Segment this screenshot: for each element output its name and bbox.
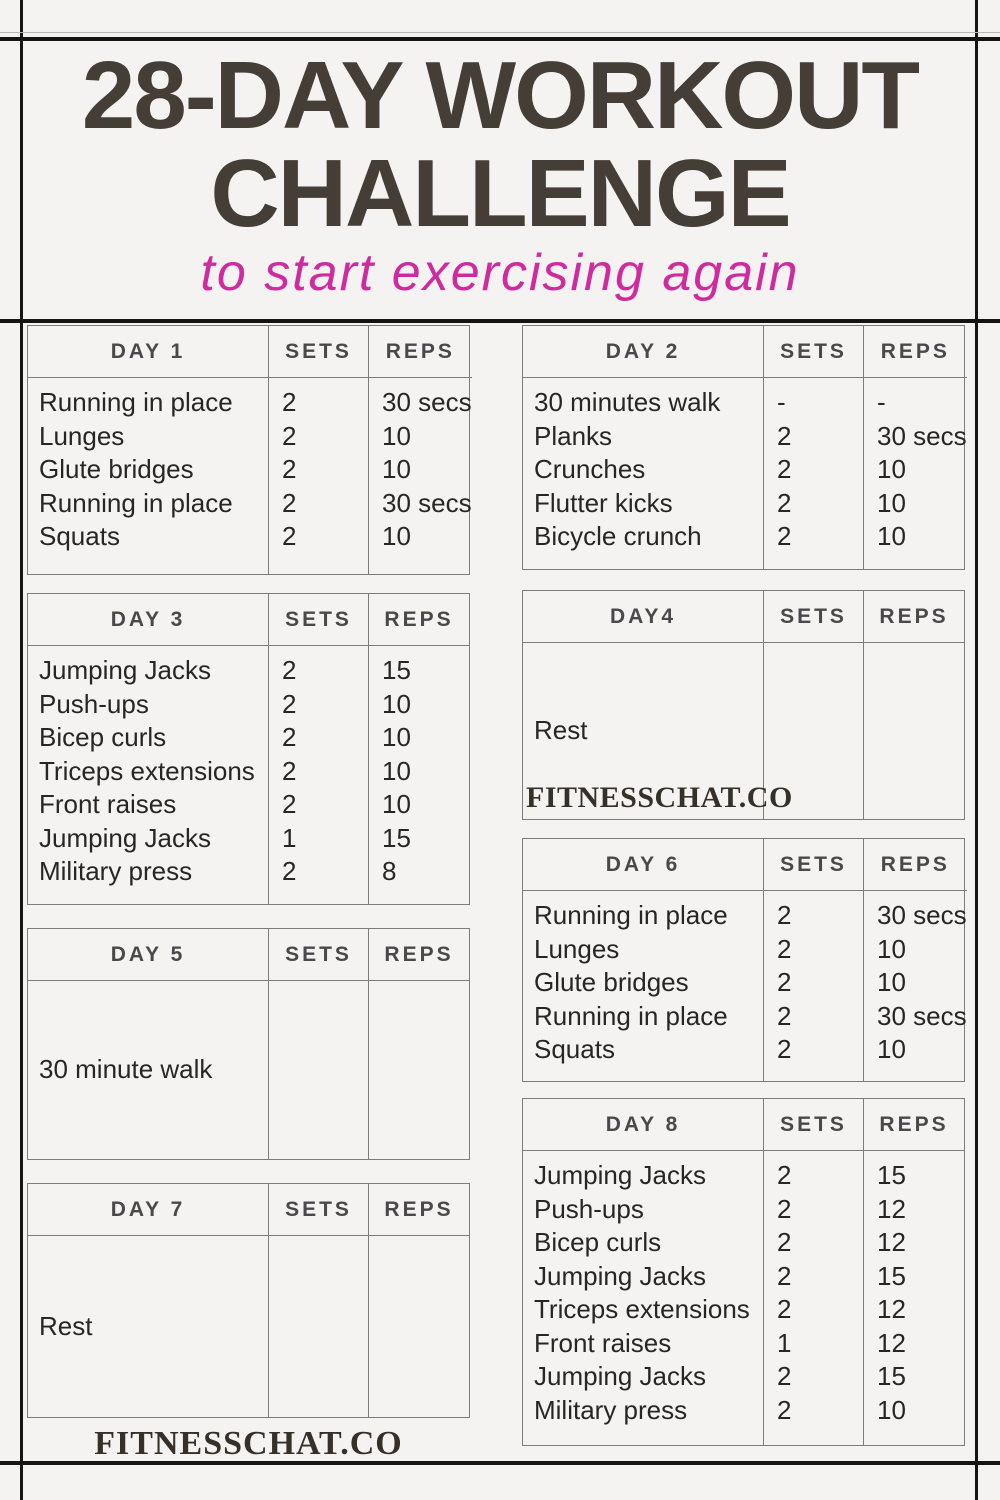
exercise-name: Triceps extensions — [534, 1294, 750, 1324]
day-2-table — [522, 325, 965, 570]
sets-value: 2 — [777, 900, 792, 930]
exercise-name: Jumping Jacks — [39, 822, 211, 853]
sets-value: 2 — [777, 521, 792, 551]
sets-column — [268, 646, 368, 904]
sets-column-header: SETS — [268, 1184, 368, 1236]
exercise-column — [28, 646, 268, 904]
reps-column — [368, 378, 472, 574]
page-title — [0, 42, 1000, 247]
reps-column-header: REPS — [368, 594, 469, 646]
sets-column-header: SETS — [763, 591, 863, 643]
exercise-name: Jumping Jacks — [534, 1260, 706, 1291]
reps-value: 12 — [877, 1327, 906, 1358]
sets-value: 2 — [777, 454, 792, 484]
reps-value: 10 — [877, 933, 906, 964]
day-4-table — [522, 590, 965, 820]
reps-value: 15 — [382, 655, 411, 685]
reps-value: 10 — [877, 487, 906, 518]
reps-value: 10 — [877, 1394, 906, 1425]
sets-value: 2 — [777, 967, 792, 997]
day-title: DAY 5 — [28, 929, 268, 981]
day-title: DAY 3 — [28, 594, 268, 646]
exercise-name: Push-ups — [534, 1193, 644, 1224]
exercise-column — [523, 1151, 763, 1445]
reps-value: 10 — [382, 722, 411, 752]
sets-value: 2 — [777, 420, 792, 451]
sets-value: 2 — [282, 420, 297, 451]
reps-value: 10 — [382, 789, 411, 819]
day-title: DAY 1 — [28, 326, 268, 378]
reps-value: 30 secs — [382, 487, 472, 518]
sets-column — [763, 378, 863, 569]
reps-value: 10 — [877, 967, 906, 997]
sets-value: 2 — [282, 722, 297, 752]
exercise-column — [28, 378, 268, 574]
sets-column-header: SETS — [268, 594, 368, 646]
exercise-name: Rest — [39, 1310, 93, 1341]
exercise-name: 30 minute walk — [39, 1054, 213, 1085]
sets-value: 2 — [777, 1034, 792, 1064]
day-7-table — [27, 1183, 470, 1418]
reps-value: 10 — [877, 454, 906, 484]
sets-column — [268, 981, 368, 1159]
reps-column — [863, 1151, 964, 1445]
sets-value: 2 — [282, 856, 297, 886]
sets-value: 1 — [282, 822, 297, 853]
title-line-1: 28-DAY WORKOUT — [81, 42, 919, 149]
sets-value: 2 — [777, 1361, 792, 1391]
sets-column — [763, 891, 863, 1081]
page-subtitle: to start exercising again — [200, 244, 800, 302]
sets-value: 2 — [282, 655, 297, 685]
exercise-name: Bicycle crunch — [534, 521, 702, 551]
reps-value: 8 — [382, 856, 397, 886]
frame-horizontal-middle — [0, 319, 1000, 323]
day-title: DAY 6 — [523, 839, 763, 891]
sets-value: 2 — [282, 454, 297, 484]
sets-column-header: SETS — [268, 326, 368, 378]
exercise-name: Flutter kicks — [534, 487, 673, 518]
reps-value: 15 — [877, 1361, 906, 1391]
exercise-name: Glute bridges — [534, 967, 689, 997]
sets-value: - — [777, 387, 786, 417]
frame-horizontal-top — [0, 37, 1000, 41]
reps-value: 30 secs — [382, 387, 472, 417]
exercise-name: Squats — [534, 1034, 615, 1064]
sets-value: 2 — [282, 755, 297, 786]
title-line-2: CHALLENGE — [210, 140, 790, 247]
reps-column — [368, 646, 469, 904]
reps-value: 10 — [382, 521, 411, 551]
sets-column-header: SETS — [763, 326, 863, 378]
sets-column — [268, 1236, 368, 1417]
day-title: DAY 8 — [523, 1099, 763, 1151]
sets-column-header: SETS — [268, 929, 368, 981]
exercise-name: Triceps extensions — [39, 755, 255, 786]
reps-column — [863, 891, 967, 1081]
exercise-name: Planks — [534, 420, 613, 451]
sets-value: 2 — [282, 688, 297, 719]
reps-column — [863, 378, 967, 569]
sets-value: 2 — [282, 521, 297, 551]
reps-column — [368, 1236, 469, 1417]
reps-value: 12 — [877, 1294, 906, 1324]
reps-value: 30 secs — [877, 420, 967, 451]
sets-value: 1 — [777, 1327, 792, 1358]
sets-value: 2 — [777, 933, 792, 964]
sets-value: 2 — [777, 1227, 792, 1257]
reps-column-header: REPS — [863, 591, 964, 643]
reps-value: 12 — [877, 1227, 906, 1257]
reps-column-header: REPS — [368, 326, 472, 378]
exercise-name: Crunches — [534, 454, 646, 484]
exercise-name: Jumping Jacks — [534, 1160, 706, 1190]
reps-value: 10 — [382, 755, 411, 786]
exercise-name: Military press — [534, 1394, 688, 1425]
day-title: DAY 7 — [28, 1184, 268, 1236]
exercise-name: Squats — [39, 521, 120, 551]
reps-value: 12 — [877, 1193, 906, 1224]
day-5-table — [27, 928, 470, 1160]
exercise-name: Glute bridges — [39, 454, 194, 484]
exercise-name: 30 minutes walk — [534, 387, 721, 417]
reps-column-header: REPS — [863, 839, 967, 891]
sets-value: 2 — [777, 1000, 792, 1031]
exercise-name: Running in place — [534, 1000, 728, 1031]
day-3-table — [27, 593, 470, 905]
sets-value: 2 — [777, 1260, 792, 1291]
exercise-name: Jumping Jacks — [39, 655, 211, 685]
exercise-name: Bicep curls — [534, 1227, 662, 1257]
exercise-name: Lunges — [39, 420, 125, 451]
exercise-column — [523, 891, 763, 1081]
fitnesschat-watermark: FITNESSCHAT.CO — [94, 1425, 403, 1462]
reps-value: 30 secs — [877, 1000, 967, 1031]
reps-column-header: REPS — [863, 1099, 964, 1151]
day-title: DAY4 — [523, 591, 763, 643]
sets-column-header: SETS — [763, 839, 863, 891]
exercise-name: Military press — [39, 856, 193, 886]
day-6-table — [522, 838, 965, 1082]
frame-hairline-top — [0, 32, 1000, 33]
exercise-column — [28, 981, 268, 1159]
reps-value: 10 — [382, 420, 411, 451]
day-1-table — [27, 325, 470, 575]
sets-value: 2 — [282, 789, 297, 819]
reps-value: 30 secs — [877, 900, 967, 930]
sets-value: 2 — [777, 1394, 792, 1425]
day-8-table — [522, 1098, 965, 1446]
exercise-name: Jumping Jacks — [534, 1361, 706, 1391]
reps-column-header: REPS — [368, 929, 469, 981]
sets-column — [268, 378, 368, 574]
reps-column — [368, 981, 469, 1159]
exercise-column — [523, 378, 763, 569]
reps-value: 10 — [877, 1034, 906, 1064]
exercise-name: Rest — [534, 715, 588, 746]
exercise-name: Bicep curls — [39, 722, 167, 752]
sets-value: 2 — [777, 1294, 792, 1324]
exercise-name: Front raises — [39, 789, 177, 819]
sets-value: 2 — [777, 487, 792, 518]
day-title: DAY 2 — [523, 326, 763, 378]
reps-value: - — [877, 387, 886, 417]
reps-value: 15 — [877, 1160, 906, 1190]
reps-value: 15 — [877, 1260, 906, 1291]
sets-column-header: SETS — [763, 1099, 863, 1151]
reps-value: 10 — [877, 521, 906, 551]
reps-value: 10 — [382, 454, 411, 484]
exercise-name: Running in place — [39, 387, 233, 417]
sets-value: 2 — [777, 1160, 792, 1190]
sets-value: 2 — [282, 487, 297, 518]
reps-value: 15 — [382, 822, 411, 853]
sets-column — [763, 1151, 863, 1445]
fitnesschat-watermark: FITNESSCHAT.CO — [526, 781, 793, 814]
reps-column-header: REPS — [863, 326, 967, 378]
exercise-name: Running in place — [39, 487, 233, 518]
exercise-name: Lunges — [534, 933, 620, 964]
exercise-name: Running in place — [534, 900, 728, 930]
exercise-name: Push-ups — [39, 688, 149, 719]
exercise-column — [28, 1236, 268, 1417]
exercise-name: Front raises — [534, 1327, 672, 1358]
sets-value: 2 — [282, 387, 297, 417]
reps-column — [863, 643, 964, 819]
reps-column-header: REPS — [368, 1184, 469, 1236]
reps-value: 10 — [382, 688, 411, 719]
sets-value: 2 — [777, 1193, 792, 1224]
